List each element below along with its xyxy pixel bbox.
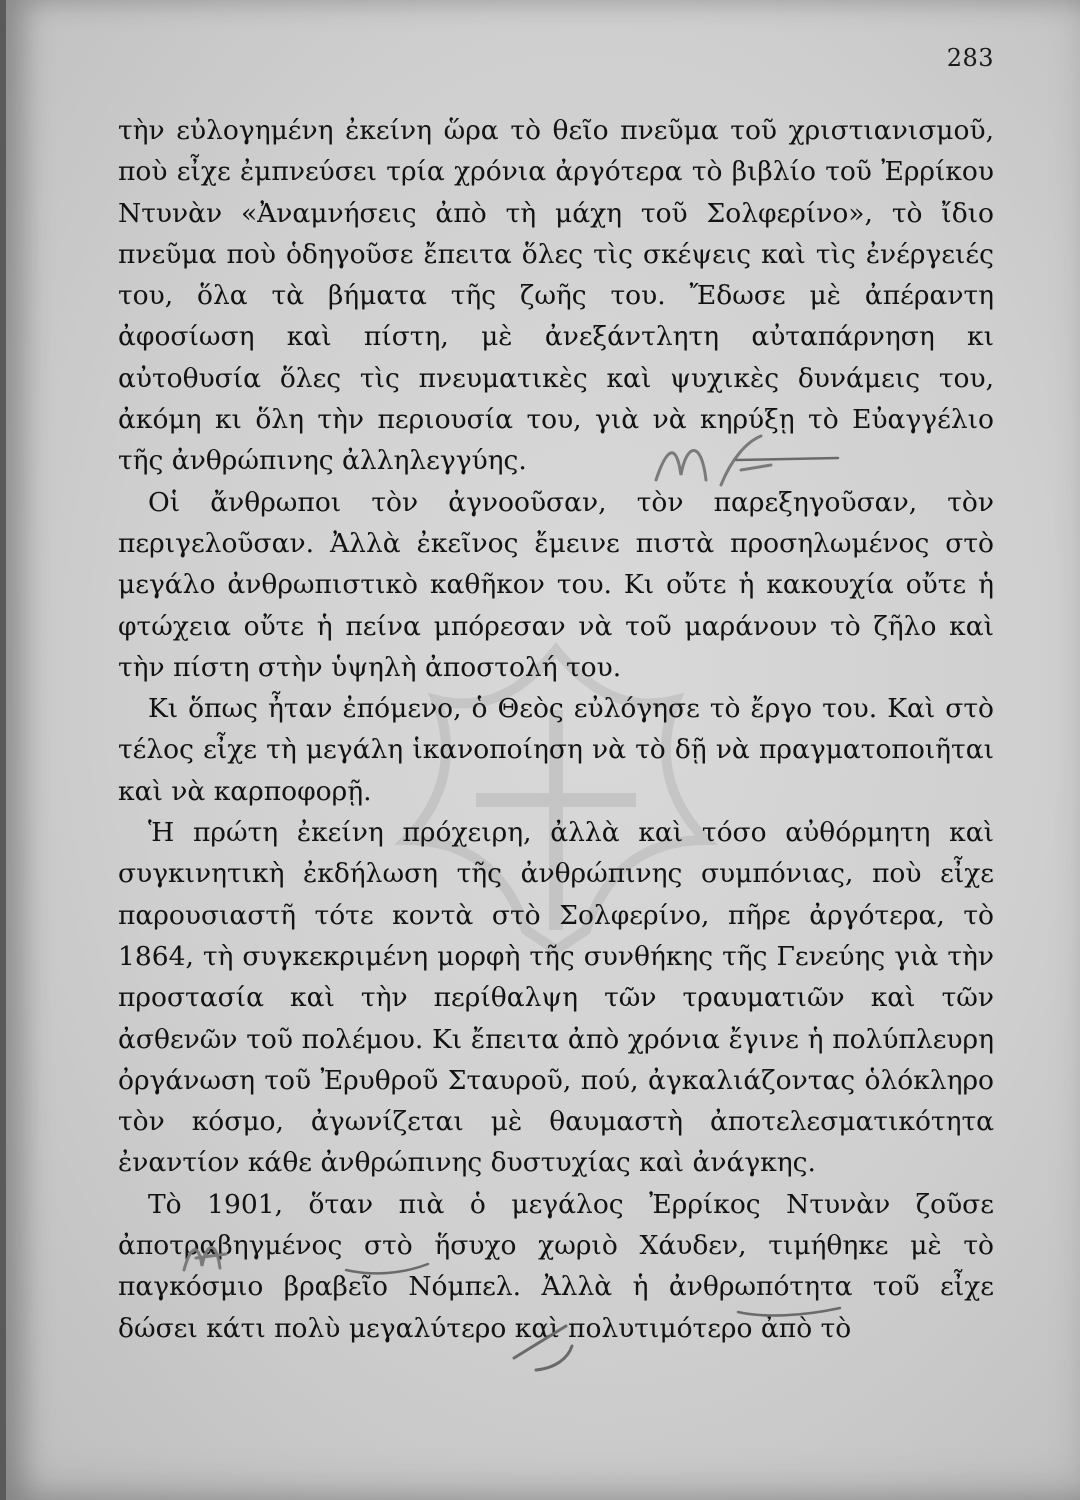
paragraph-3: Κι ὅπως ἦταν ἐπόμενο, ὁ Θεὸς εὐλόγησε τὸ ἔργο του. Καὶ στὸ τέλος εἶχε τὴ μεγάλη ἱκανοποίηση νὰ τὸ δῇ νὰ πραγματοποιῆται καὶ νὰ καρποφορῇ. [118,693,994,807]
body-text [118,110,994,1349]
paragraph-1: τὴν εὐλογημένη ἐκείνη ὥρα τὸ θεῖο πνεῦμα τοῦ χριστιανισμοῦ, ποὺ εἶχε ἐμπνεύσει τρία χρόνια ἀργότερα τὸ βιβλίο τοῦ Ἐρρίκου Ντυνὰν «Ἀναμνήσεις ἀπὸ τὴ μάχη τοῦ Σολφερίνο», τὸ ἴδιο πνεῦμα ποὺ ὁδηγοῦσε ἔπειτα ὅλες τὶς σκέψεις καὶ τὶς ἐνέργειές του, ὅλα τὰ βήματα τῆς ζωῆς του. Ἔδωσε μὲ ἀπέραντη ἀφοσίωση καὶ πίστη, μὲ ἀνεξάντλητη αὐταπάρνηση κι αὐτοθυσία ὅλες τὶς πνευματικὲς καὶ ψυχικὲς δυνάμεις του, ἀκόμη κι ὅλη τὴν περιουσία του, γιὰ νὰ κηρύξῃ τὸ Εὐαγγέλιο τῆς ἀνθρώπινης ἀλληλεγγύης. [118,115,994,477]
page-number: 283 [946,44,994,72]
paragraph-2: Οἱ ἄνθρωποι τὸν ἀγνοοῦσαν, τὸν παρεξηγοῦσαν, τὸν περιγελοῦσαν. Ἀλλὰ ἐκεῖνος ἔμεινε πιστὰ προσηλωμένος στὸ μεγάλο ἀνθρωπιστικὸ καθῆκον του. Κι οὔτε ἡ κακουχία οὔτε ἡ φτώχεια οὔτε ἡ πείνα μπόρεσαν νὰ τοῦ μαράνουν τὸ ζῆλο καὶ τὴν πίστη στὴν ὑψηλὴ ἀποστολή του. [118,486,994,683]
book-page [6,0,1080,1500]
paragraph-5: Τὸ 1901, ὅταν πιὰ ὁ μεγάλος Ἐρρίκος Ντυνὰν ζοῦσε ἀποτραβηγμένος στὸ ἥσυχο χωριὸ Χάυδεν, τιμήθηκε μὲ τὸ παγκόσμιο βραβεῖο Νόμπελ. Ἀλλὰ ἡ ἀνθρωπότητα τοῦ εἶχε δώσει κάτι πολὺ μεγαλύτερο καὶ πολυτιμότερο ἀπὸ τὸ [118,1188,994,1344]
paragraph-4: Ἡ πρώτη ἐκείνη πρόχειρη, ἀλλὰ καὶ τόσο αὐθόρμητη καὶ συγκινητικὴ ἐκδήλωση τῆς ἀνθρώπινης συμπόνιας, ποὺ εἶχε παρουσιαστῆ τότε κοντὰ στὸ Σολφερίνο, πῆρε ἀργότερα, τὸ 1864, τὴ συγκεκριμένη μορφὴ τῆς συνθήκης τῆς Γενεύης γιὰ τὴν προστασία καὶ τὴν περίθαλψη τῶν τραυματιῶν καὶ τῶν ἀσθενῶν τοῦ πολέμου. Κι ἔπειτα ἀπὸ χρόνια ἔγινε ἡ πολύπλευρη ὀργάνωση τοῦ Ἐρυθροῦ Σταυροῦ, πού, ἀγκαλιάζοντας ὁλόκληρο τὸν κόσμο, ἀγωνίζεται μὲ θαυμαστὴ ἀποτελεσματικότητα ἐναντίον κάθε ἀνθρώπινης δυστυχίας καὶ ἀνάγκης. [118,817,994,1179]
